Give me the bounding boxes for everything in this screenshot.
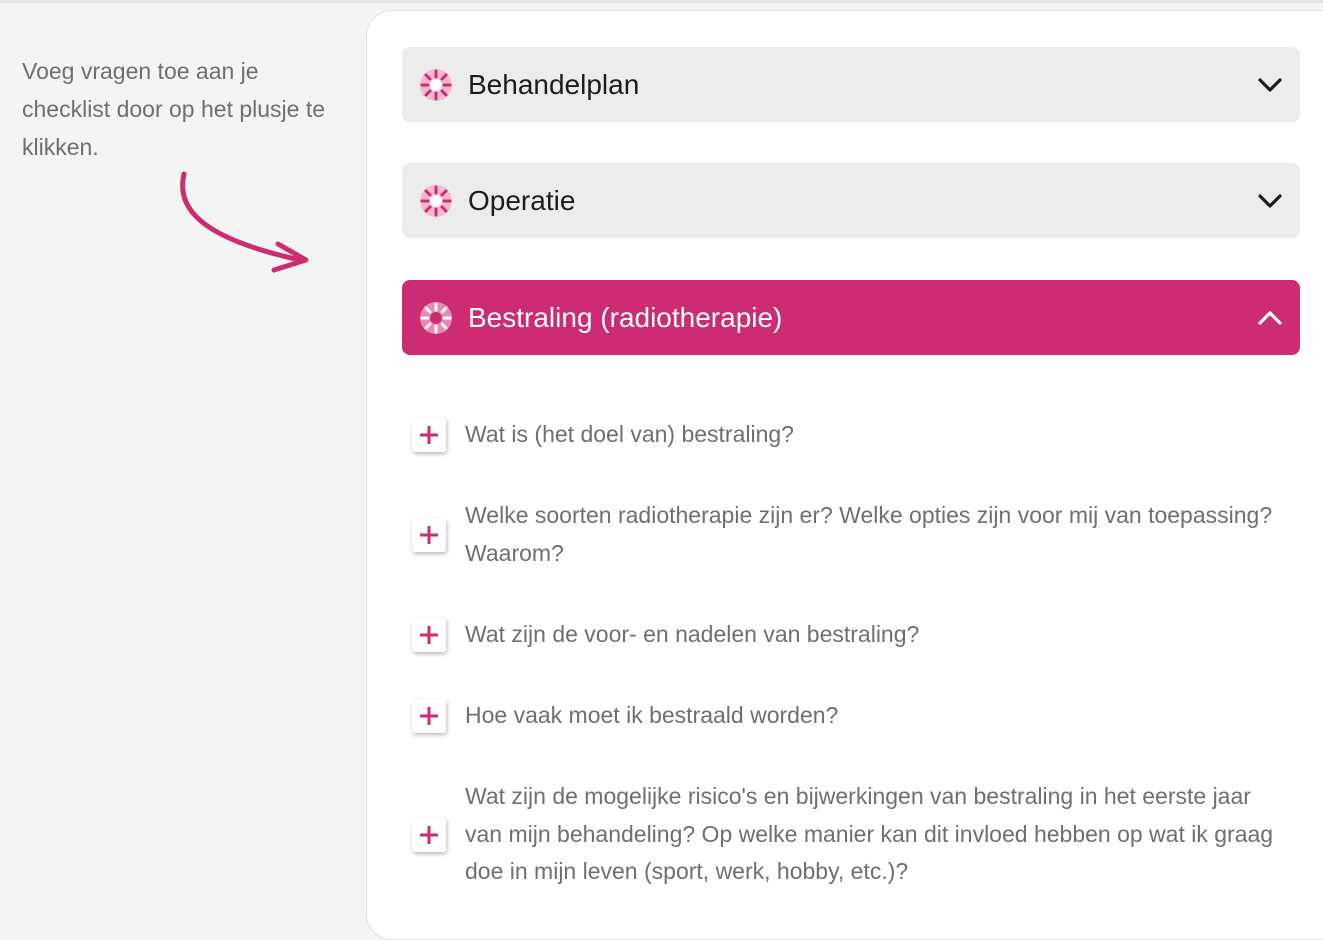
accordion-label: Bestraling (radiotherapie) [468, 302, 783, 333]
add-question-button[interactable] [412, 699, 446, 733]
accordion-behandelplan[interactable] [402, 47, 1300, 122]
question-text: Welke soorten radiotherapie zijn er? Welke opties zijn voor mij van toepassing? Waarom? [465, 502, 1273, 566]
question-text: Hoe vaak moet ik bestraald worden? [465, 702, 839, 728]
question-text: Wat is (het doel van) bestraling? [465, 421, 794, 447]
top-divider [0, 0, 1323, 3]
add-question-button[interactable] [412, 618, 446, 652]
flower-icon [419, 184, 453, 218]
plus-icon [412, 518, 446, 552]
accordion-label: Behandelplan [468, 69, 640, 100]
chevron-down-icon[interactable] [1256, 187, 1284, 215]
plus-icon [412, 818, 446, 852]
add-question-button[interactable] [412, 818, 446, 852]
chevron-up-icon[interactable] [1256, 304, 1284, 332]
question-text: Wat zijn de mogelijke risico's en bijwerkingen van bestraling in het eerste jaar van mijn behandeling? Op welke manier kan dit invloed hebben op wat ik graag doe in mijn leven (sport, werk, hobby, etc.)? [465, 783, 1274, 884]
accordion-operatie[interactable] [402, 163, 1300, 238]
accordion-bestraling[interactable] [402, 280, 1300, 355]
add-question-button[interactable] [412, 418, 446, 452]
accordion-label: Operatie [468, 185, 576, 216]
checklist-hint: Voeg vragen toe aan je checklist door op het plusje te klikken. [22, 58, 326, 160]
question-text: Wat zijn de voor- en nadelen van bestraling? [465, 621, 920, 647]
flower-icon [419, 68, 453, 102]
plus-icon [412, 618, 446, 652]
plus-icon [412, 699, 446, 733]
flower-icon [419, 301, 453, 335]
plus-icon [412, 418, 446, 452]
curved-arrow-icon [170, 168, 320, 278]
add-question-button[interactable] [412, 518, 446, 552]
chevron-down-icon[interactable] [1256, 71, 1284, 99]
